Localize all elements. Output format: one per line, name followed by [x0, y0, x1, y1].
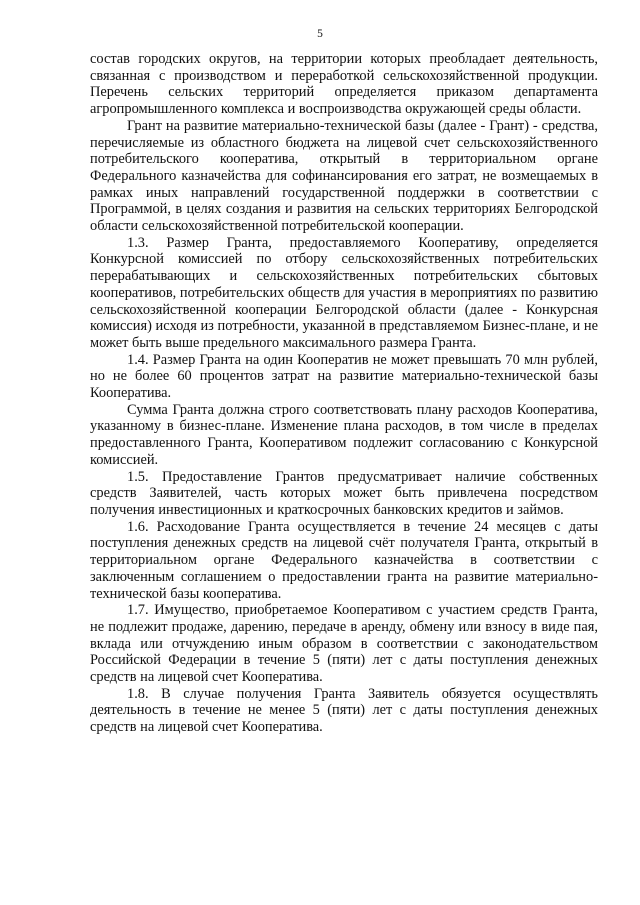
paragraph-grant-definition: Грант на развитие материально-технической базы (далее - Грант) - средства, перечисляемые из областного бюджета на лицевой счет сельскохозяйственного потребительского кооператива, открытый в территориальном органе Федерального казначейства для софинансирования его затрат, не возмещаемых в рамках иных направлений государственной поддержки в соответствии с Программой, в целях создания и развития на сельских территориях Белгородской области сельскохозяйственной потребительской кооперации. — [90, 117, 598, 235]
paragraph-1-5: 1.5. Предоставление Грантов предусматривает наличие собственных средств Заявителей, часть которых может быть привлечена посредством получения инвестиционных и краткосрочных банковских кредитов и займов. — [90, 468, 598, 518]
paragraph-continuation: состав городских округов, на территории которых преобладает деятельность, связанная с производством и переработкой сельскохозяйственной продукции. Перечень сельских территорий определяется приказом департамента агропромышленного комплекса и воспроизводства окружающей среды области. — [90, 51, 598, 118]
page-number: 5 — [317, 28, 323, 40]
paragraph-1-8: 1.8. В случае получения Гранта Заявитель обязуется осуществлять деятельность в течение не менее 5 (пяти) лет с даты поступления денежных средств на лицевой счет Кооператива. — [90, 685, 598, 736]
paragraph-1-3: 1.3. Размер Гранта, предоставляемого Кооперативу, определяется Конкурсной комиссией по отбору сельскохозяйственных потребительских перерабатывающих и сельскохозяйственных потребительских сбытовых кооперативов, потребительских обществ для участия в мероприятиях по развитию сельскохозяйственной кооперации Белгородской области (далее - Конкурсная комиссия) исходя из потребности, указанной в представляемом Бизнес-плане, и не может быть выше предельного максимального размера Гранта. — [90, 234, 598, 351]
paragraph-1-7: 1.7. Имущество, приобретаемое Кооперативом с участием средств Гранта, не подлежит продаже, дарению, передаче в аренду, обмену или взносу в виде пая, вклада или отчуждению иным образом в соответствии с законодательством Российской Федерации в течение 5 (пяти) лет с даты поступления денежных средств на лицевой счет Кооператива. — [90, 602, 598, 686]
paragraph-1-4: 1.4. Размер Гранта на один Кооператив не может превышать 70 млн рублей, но не более 60 процентов затрат на развитие материально-технической базы Кооператива. — [90, 351, 598, 402]
document-body — [90, 51, 598, 736]
paragraph-grant-amount: Сумма Гранта должна строго соответствовать плану расходов Кооператива, указанному в бизнес-плане. Изменение плана расходов, в том числе в пределах предоставленного Гранта, Кооперативом подлежит согласованию с Конкурсной комиссией. — [90, 401, 598, 468]
paragraph-1-6: 1.6. Расходование Гранта осуществляется в течение 24 месяцев с даты поступления денежных средств на лицевой счёт получателя Гранта, открытый в территориальном органе Федерального казначейства в соответствии с заключенным соглашением о предоставлении гранта на развитие материально-технической базы кооператива. — [90, 518, 598, 602]
